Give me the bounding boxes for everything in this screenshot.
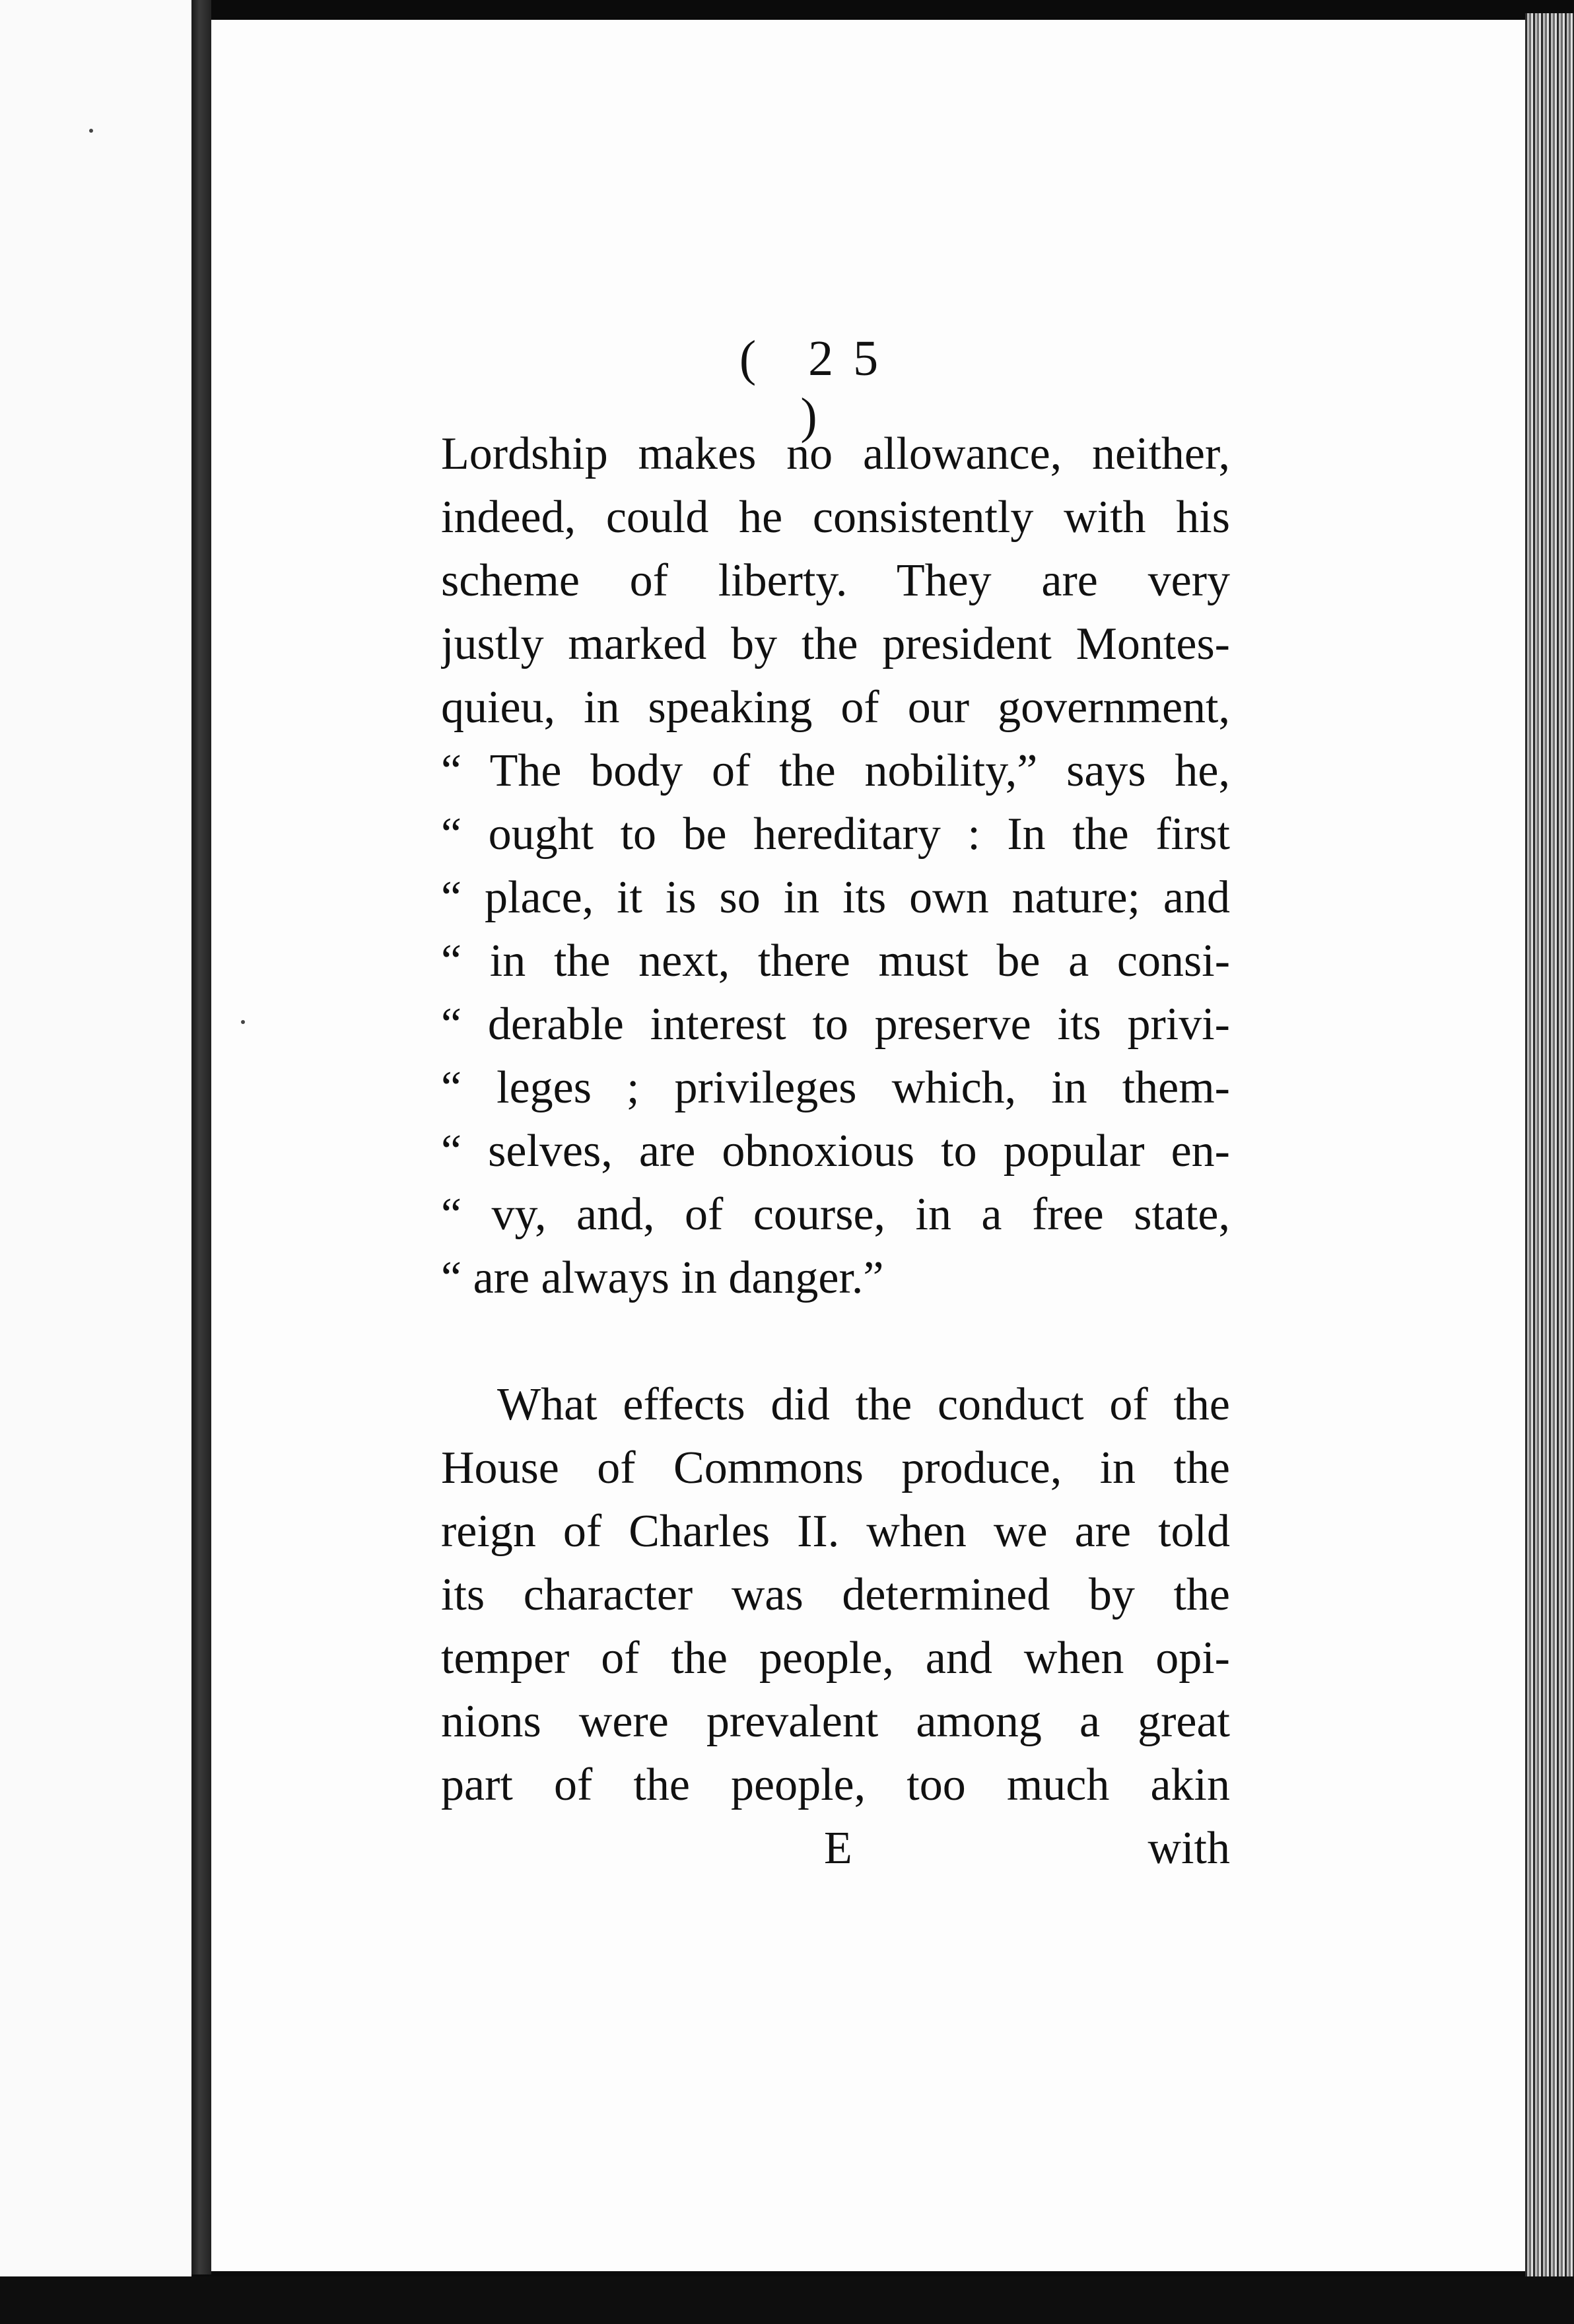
signature-mark: E	[824, 1823, 852, 1874]
paragraph-gap	[441, 1310, 1230, 1373]
catchword: with	[1147, 1823, 1230, 1874]
text-line: “ in the next, there must be a consi-	[441, 936, 1230, 986]
page-edge-bottom	[0, 2276, 1574, 2324]
text-line: quieu, in speaking of our government,	[441, 682, 1230, 733]
text-line: temper of the people, and when opi-	[441, 1633, 1230, 1684]
text-line: “ selves, are obnoxious to popular en-	[441, 1126, 1230, 1177]
text-line: indeed, could he consistently with his	[441, 492, 1230, 543]
speck	[89, 129, 93, 133]
text-line: “ ought to be hereditary : In the first	[441, 809, 1230, 860]
left-margin	[0, 0, 191, 2276]
text-line: justly marked by the president Montes-	[441, 619, 1230, 669]
text-line: part of the people, too much akin	[441, 1760, 1230, 1810]
page-footer	[441, 1817, 1230, 1880]
text-line: reign of Charles II. when we are told	[441, 1506, 1230, 1557]
text-line: “ place, it is so in its own nature; and	[441, 872, 1230, 923]
text-line: “ derable interest to preserve its privi-	[441, 999, 1230, 1050]
page-number: ( 25 )	[739, 331, 899, 444]
book-gutter	[191, 0, 211, 2274]
page-edge-right	[1525, 13, 1574, 2284]
text-line: Lordship makes no allowance, neither,	[441, 428, 1230, 479]
speck	[241, 1020, 245, 1024]
text-line: “ vy, and, of course, in a free state,	[441, 1189, 1230, 1240]
text-line: scheme of liberty. They are very	[441, 555, 1230, 606]
text-line: “ are always in danger.”	[441, 1252, 884, 1303]
text-line: “ leges ; privileges which, in them-	[441, 1062, 1230, 1113]
text-line: nions were prevalent among a great	[441, 1696, 1230, 1747]
body-text	[441, 423, 1230, 1880]
text-line: its character was determined by the	[441, 1569, 1230, 1620]
text-line: House of Commons produce, in the	[441, 1443, 1230, 1493]
text-line: What effects did the conduct of the	[497, 1379, 1230, 1430]
text-line: “ The body of the nobility,” says he,	[441, 745, 1230, 796]
